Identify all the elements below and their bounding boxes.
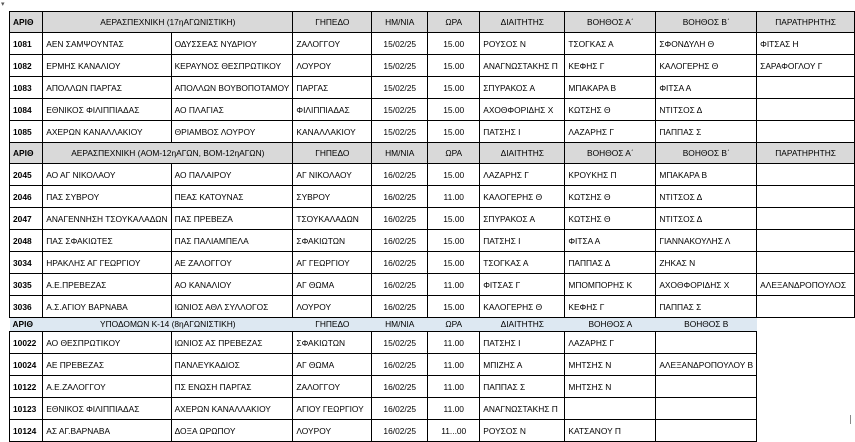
match-number-cell: 10124	[10, 420, 43, 442]
assistant-1-cell: ΜΗΤΣΗΣ Ν	[565, 376, 656, 398]
away-team-cell: ΑΧΕΡΩΝ ΚΑΝΑΛΛΑΚΙΟΥ	[171, 398, 293, 420]
kickoff-time-cell: 11.00	[428, 376, 480, 398]
table-row	[10, 332, 855, 354]
date-cell: 16/02/25	[372, 252, 428, 274]
venue-cell: ΦΙΛΙΠΠΙΑΔΑΣ	[293, 99, 372, 121]
referee-cell: ΠΑΤΣΗΣ Ι	[480, 121, 565, 143]
observer-cell: ΑΛΕΞΑΝΔΡΟΠΟΥΛΟΣ	[757, 274, 855, 296]
header-num: ΑΡΙΘ	[10, 12, 43, 33]
observer-cell: ΣΑΡΑΦΟΓΛΟΥ Γ	[757, 55, 855, 77]
match-number-cell: 1085	[10, 121, 43, 143]
match-number-cell: 2045	[10, 164, 43, 186]
empty-cell	[757, 376, 855, 398]
table-row	[10, 230, 855, 252]
date-cell: 15/02/25	[372, 332, 428, 354]
header-time: ΩΡΑ	[428, 318, 480, 332]
assistant-2-cell	[656, 420, 757, 442]
empty-cell	[757, 354, 855, 376]
away-team-cell: ΑΕ ΖΑΛΟΓΓΟΥ	[171, 252, 293, 274]
venue-cell: ΣΥΒΡΟΥ	[293, 186, 372, 208]
kickoff-time-cell: 15.00	[428, 121, 480, 143]
table-row	[10, 354, 855, 376]
away-team-cell: ΠΕΑΣ ΚΑΤΟΥΝΑΣ	[171, 186, 293, 208]
venue-cell: ΑΓΙΟΥ ΓΕΩΡΓΙΟΥ	[293, 398, 372, 420]
assistant-2-cell: ΖΗΚΑΣ Ν	[656, 252, 757, 274]
assistant-1-cell: ΜΠΑΚΑΡΑ Β	[565, 77, 656, 99]
assistant-2-cell	[656, 376, 757, 398]
assistant-2-cell: ΑΧΟΘΦΟΡΙΔΗΣ Χ	[656, 274, 757, 296]
table-row	[10, 33, 855, 55]
table-row	[10, 252, 855, 274]
date-cell: 15/02/25	[372, 33, 428, 55]
header-competition: ΥΠΟΔΟΜΩΝ Κ-14 (8ηΑΓΩΝΙΣΤΙΚΗ)	[43, 318, 293, 332]
home-team-cell: Α.Σ.ΑΓΙΟΥ ΒΑΡΝΑΒΑ	[43, 296, 171, 318]
assistant-2-cell	[656, 398, 757, 420]
date-cell: 16/02/25	[372, 398, 428, 420]
away-team-cell: ΑΟ ΠΛΑΓΙΑΣ	[171, 99, 293, 121]
observer-cell	[757, 164, 855, 186]
match-number-cell: 2046	[10, 186, 43, 208]
table-row	[10, 208, 855, 230]
observer-cell	[757, 121, 855, 143]
match-number-cell: 2047	[10, 208, 43, 230]
venue-cell: ΑΓ ΝΙΚΟΛΑΟΥ	[293, 164, 372, 186]
venue-cell: ΣΦΑΚΙΩΤΩΝ	[293, 332, 372, 354]
assistant-1-cell: ΠΑΠΠΑΣ Δ	[565, 252, 656, 274]
home-team-cell: ΑΠΟΛΛΩΝ ΠΑΡΓΑΣ	[43, 77, 171, 99]
header-date: ΗΜ/ΝΙΑ	[372, 318, 428, 332]
venue-cell: ΑΓ ΓΕΩΡΓΙΟΥ	[293, 252, 372, 274]
assistant-1-cell: ΤΣΟΓΚΑΣ Α	[565, 33, 656, 55]
section-2-rows	[10, 164, 855, 318]
match-number-cell: 3035	[10, 274, 43, 296]
match-number-cell: 10022	[10, 332, 43, 354]
home-team-cell: ΑΟ ΑΓ ΝΙΚΟΛΑΟΥ	[43, 164, 171, 186]
venue-cell: ΣΦΑΚΙΩΤΩΝ	[293, 230, 372, 252]
kickoff-time-cell: 15.00	[428, 230, 480, 252]
away-team-cell: ΚΕΡΑΥΝΟΣ ΘΕΣΠΡΩΤΙΚΟΥ	[171, 55, 293, 77]
venue-cell: ΛΟΥΡΟΥ	[293, 55, 372, 77]
kickoff-time-cell: 11...00	[428, 420, 480, 442]
header-assistant1: ΒΟΗΘΟΣ Α΄	[565, 143, 656, 164]
date-cell: 16/02/25	[372, 296, 428, 318]
venue-cell: ΖΑΛΟΓΓΟΥ	[293, 376, 372, 398]
match-number-cell: 1082	[10, 55, 43, 77]
section-header-adult-12th	[10, 143, 855, 164]
referee-cell: ΣΠΥΡΑΚΟΣ Α	[480, 77, 565, 99]
assistant-1-cell: ΦΙΤΣΑ Α	[565, 230, 656, 252]
assistant-1-cell: ΚΑΤΣΑΝΟΥ Π	[565, 420, 656, 442]
table-row	[10, 274, 855, 296]
assistant-1-cell: ΛΑΖΑΡΗΣ Γ	[565, 121, 656, 143]
venue-cell: ΤΣΟΥΚΑΛΑΔΩΝ	[293, 208, 372, 230]
observer-cell: ΦΙΤΣΑΣ Η	[757, 33, 855, 55]
home-team-cell: ΑΧΕΡΩΝ ΚΑΝΑΛΛΑΚΙΟΥ	[43, 121, 171, 143]
assistant-2-cell: ΚΑΛΟΓΕΡΗΣ Θ	[656, 55, 757, 77]
match-number-cell: 1081	[10, 33, 43, 55]
home-team-cell: ΠΑΣ ΣΦΑΚΙΩΤΕΣ	[43, 230, 171, 252]
empty-cell	[757, 332, 855, 354]
header-num: ΑΡΙΘ	[10, 318, 43, 332]
match-number-cell: 10123	[10, 398, 43, 420]
venue-cell: ΛΟΥΡΟΥ	[293, 420, 372, 442]
venue-cell: ΛΟΥΡΟΥ	[293, 296, 372, 318]
venue-cell: ΚΑΝΑΛΛΑΚΙΟΥ	[293, 121, 372, 143]
header-referee: ΔΙΑΙΤΗΤΗΣ	[480, 318, 565, 332]
assistant-1-cell: ΚΩΤΣΗΣ Θ	[565, 99, 656, 121]
assistant-2-cell: ΑΛΕΞΑΝΔΡΟΠΟΥΛΟΥ Β	[656, 354, 757, 376]
observer-cell	[757, 230, 855, 252]
referee-cell: ΠΑΤΣΗΣ Ι	[480, 332, 565, 354]
header-venue: ΓΗΠΕΔΟ	[293, 143, 372, 164]
assistant-1-cell	[565, 398, 656, 420]
assistant-2-cell	[656, 332, 757, 354]
date-cell: 16/02/25	[372, 376, 428, 398]
header-observer: ΠΑΡΑΤΗΡΗΤΗΣ	[757, 12, 855, 33]
referee-cell: ΡΟΥΣΟΣ Ν	[480, 33, 565, 55]
assistant-1-cell: ΚΩΤΣΗΣ Θ	[565, 186, 656, 208]
away-team-cell: ΘΡΙΑΜΒΟΣ ΛΟΥΡΟΥ	[171, 121, 293, 143]
kickoff-time-cell: 11.00	[428, 398, 480, 420]
kickoff-time-cell: 15.00	[428, 77, 480, 99]
away-team-cell: ΙΩΝΙΟΣ ΑΘΛ ΣΥΛΛΟΓΟΣ	[171, 296, 293, 318]
referee-cell: ΣΠΥΡΑΚΟΣ Α	[480, 208, 565, 230]
home-team-cell: ΑΣ ΑΓ.ΒΑΡΝΑΒΑ	[43, 420, 171, 442]
date-cell: 16/02/25	[372, 274, 428, 296]
header-assistant2: ΒΟΗΘΟΣ Β΄	[656, 143, 757, 164]
match-number-cell: 1084	[10, 99, 43, 121]
header-num: ΑΡΙΘ	[10, 143, 43, 164]
venue-cell: ΖΑΛΟΓΓΟΥ	[293, 33, 372, 55]
assistant-2-cell: ΝΤΙΤΣΟΣ Δ	[656, 99, 757, 121]
scroll-edge-marker	[850, 415, 854, 424]
kickoff-time-cell: 15.00	[428, 296, 480, 318]
venue-cell: ΠΑΡΓΑΣ	[293, 77, 372, 99]
empty-cell	[757, 420, 855, 442]
match-number-cell: 3034	[10, 252, 43, 274]
date-cell: 16/02/25	[372, 230, 428, 252]
referee-cell: ΠΑΠΠΑΣ Σ	[480, 376, 565, 398]
observer-cell	[757, 252, 855, 274]
date-cell: 16/02/25	[372, 208, 428, 230]
home-team-cell: Α.Ε.ΠΡΕΒΕΖΑΣ	[43, 274, 171, 296]
section-1-rows	[10, 33, 855, 143]
header-venue: ΓΗΠΕΔΟ	[293, 318, 372, 332]
referee-cell: ΠΑΤΣΗΣ Ι	[480, 230, 565, 252]
match-number-cell: 2048	[10, 230, 43, 252]
assistant-2-cell: ΝΤΙΤΣΟΣ Δ	[656, 186, 757, 208]
assistant-1-cell: ΜΗΤΣΗΣ Ν	[565, 354, 656, 376]
away-team-cell: ΑΟ ΚΑΝΑΛΙΟΥ	[171, 274, 293, 296]
kickoff-time-cell: 11.00	[428, 354, 480, 376]
date-cell: 16/02/25	[372, 164, 428, 186]
header-empty	[757, 318, 855, 332]
away-team-cell: ΙΩΝΙΟΣ ΑΣ ΠΡΕΒΕΖΑΣ	[171, 332, 293, 354]
home-team-cell: ΕΡΜΗΣ ΚΑΝΑΛΙΟΥ	[43, 55, 171, 77]
date-cell: 16/02/25	[372, 186, 428, 208]
table-row	[10, 420, 855, 442]
table-row	[10, 186, 855, 208]
header-assistant2: ΒΟΗΘΟΣ Β	[656, 318, 757, 332]
home-team-cell: Α.Ε.ΖΑΛΟΓΓΟΥ	[43, 376, 171, 398]
table-row	[10, 55, 855, 77]
table-row	[10, 296, 855, 318]
home-team-cell: ΑΝΑΓΕΝΝΗΣΗ ΤΣΟΥΚΑΛΑΔΩΝ	[43, 208, 171, 230]
assistant-1-cell: ΚΡΟΥΚΗΣ Π	[565, 164, 656, 186]
assistant-1-cell: ΜΠΟΜΠΟΡΗΣ Κ	[565, 274, 656, 296]
away-team-cell: ΠΑΣ ΠΡΕΒΕΖΑ	[171, 208, 293, 230]
kickoff-time-cell: 15.00	[428, 99, 480, 121]
kickoff-time-cell: 11.00	[428, 274, 480, 296]
fixtures-table	[9, 11, 855, 442]
away-team-cell: ΑΟ ΠΑΛΑΙΡΟΥ	[171, 164, 293, 186]
table-row	[10, 164, 855, 186]
referee-cell: ΡΟΥΣΟΣ Ν	[480, 420, 565, 442]
date-cell: 15/02/25	[372, 77, 428, 99]
match-number-cell: 1083	[10, 77, 43, 99]
away-team-cell: ΔΟΞΑ ΩΡΩΠΟΥ	[171, 420, 293, 442]
header-competition: ΑΕΡΑΣΠΕΧΝΙΚΗ (ΑΟΜ-12ηΑΓΩΝ, ΒΟΜ-12ηΑΓΩΝ)	[43, 143, 293, 164]
referee-cell: ΚΑΛΟΓΕΡΗΣ Θ	[480, 186, 565, 208]
header-competition: ΑΕΡΑΣΠΕΧΝΙΚΗ (17ηΑΓΩΝΙΣΤΙΚΗ)	[43, 12, 293, 33]
header-referee: ΔΙΑΙΤΗΤΗΣ	[480, 143, 565, 164]
observer-cell	[757, 208, 855, 230]
table-row	[10, 398, 855, 420]
header-assistant1: ΒΟΗΘΟΣ Α΄	[565, 12, 656, 33]
header-venue: ΓΗΠΕΔΟ	[293, 12, 372, 33]
header-assistant2: ΒΟΗΘΟΣ Β΄	[656, 12, 757, 33]
kickoff-time-cell: 15.00	[428, 55, 480, 77]
referee-cell: ΜΠΙΖΗΣ Α	[480, 354, 565, 376]
header-time: ΩΡΑ	[428, 12, 480, 33]
referee-cell: ΤΣΟΓΚΑΣ Α	[480, 252, 565, 274]
table-row	[10, 121, 855, 143]
section-header-adult-17th	[10, 12, 855, 33]
date-cell: 16/02/25	[372, 420, 428, 442]
away-team-cell: ΠΣ ΕΝΩΣΗ ΠΑΡΓΑΣ	[171, 376, 293, 398]
header-observer: ΠΑΡΑΤΗΡΗΤΗΣ	[757, 143, 855, 164]
header-time: ΩΡΑ	[428, 143, 480, 164]
home-team-cell: ΑΕ ΠΡΕΒΕΖΑΣ	[43, 354, 171, 376]
venue-cell: ΑΓ ΘΩΜΑ	[293, 354, 372, 376]
observer-cell	[757, 186, 855, 208]
away-team-cell: ΠΑΣ ΠΑΛΙΑΜΠΕΛΑ	[171, 230, 293, 252]
referee-cell: ΛΑΖΑΡΗΣ Γ	[480, 164, 565, 186]
away-team-cell: ΠΑΝΛΕΥΚΑΔΙΟΣ	[171, 354, 293, 376]
referee-cell: ΑΧΟΘΦΟΡΙΔΗΣ Χ	[480, 99, 565, 121]
observer-cell	[757, 77, 855, 99]
assistant-2-cell: ΣΦΟΝΔΥΛΗ Θ	[656, 33, 757, 55]
observer-cell	[757, 296, 855, 318]
header-assistant1: ΒΟΗΘΟΣ Α	[565, 318, 656, 332]
assistant-2-cell: ΠΑΠΠΑΣ Σ	[656, 296, 757, 318]
home-team-cell: ΕΘΝΙΚΟΣ ΦΙΛΙΠΠΙΑΔΑΣ	[43, 398, 171, 420]
match-number-cell: 10122	[10, 376, 43, 398]
match-number-cell: 3036	[10, 296, 43, 318]
kickoff-time-cell: 15.00	[428, 164, 480, 186]
assistant-1-cell: ΚΕΦΗΣ Γ	[565, 55, 656, 77]
assistant-2-cell: ΠΑΠΠΑΣ Σ	[656, 121, 757, 143]
kickoff-time-cell: 11.00	[428, 186, 480, 208]
assistant-2-cell: ΝΤΙΤΣΟΣ Δ	[656, 208, 757, 230]
away-team-cell: ΑΠΟΛΛΩΝ ΒΟΥΒΟΠΟΤΑΜΟΥ	[171, 77, 293, 99]
assistant-1-cell: ΚΕΦΗΣ Γ	[565, 296, 656, 318]
home-team-cell: ΠΑΣ ΣΥΒΡΟΥ	[43, 186, 171, 208]
date-cell: 15/02/25	[372, 99, 428, 121]
header-referee: ΔΙΑΙΤΗΤΗΣ	[480, 12, 565, 33]
date-cell: 16/02/25	[372, 354, 428, 376]
section-3-rows	[10, 332, 855, 442]
kickoff-time-cell: 15.00	[428, 208, 480, 230]
header-date: ΗΜ/ΝΙΑ	[372, 12, 428, 33]
assistant-2-cell: ΓΙΑΝΝΑΚΟΥΛΗΣ Λ	[656, 230, 757, 252]
date-cell: 15/02/25	[372, 121, 428, 143]
header-date: ΗΜ/ΝΙΑ	[372, 143, 428, 164]
assistant-2-cell: ΜΠΑΚΑΡΑ Β	[656, 164, 757, 186]
date-cell: 15/02/25	[372, 55, 428, 77]
kickoff-time-cell: 11.00	[428, 332, 480, 354]
home-team-cell: ΑΕΝ ΣΑΜΨΟΥΝΤΑΣ	[43, 33, 171, 55]
referee-cell: ΦΙΤΣΑΣ Γ	[480, 274, 565, 296]
assistant-1-cell: ΛΑΖΑΡΗΣ Γ	[565, 332, 656, 354]
assistant-2-cell: ΦΙΤΣΑ Α	[656, 77, 757, 99]
kickoff-time-cell: 15.00	[428, 33, 480, 55]
referee-cell: ΚΑΛΟΓΕΡΗΣ Θ	[480, 296, 565, 318]
table-row	[10, 376, 855, 398]
assistant-1-cell: ΚΩΤΣΗΣ Θ	[565, 208, 656, 230]
match-number-cell: 10024	[10, 354, 43, 376]
empty-cell	[757, 398, 855, 420]
referee-cell: ΑΝΑΓΝΩΣΤΑΚΗΣ Π	[480, 398, 565, 420]
sheet-corner-marker: ▾	[1, 1, 5, 8]
table-row	[10, 77, 855, 99]
home-team-cell: ΑΟ ΘΕΣΠΡΩΤΙΚΟΥ	[43, 332, 171, 354]
kickoff-time-cell: 15.00	[428, 252, 480, 274]
venue-cell: ΑΓ ΘΩΜΑ	[293, 274, 372, 296]
away-team-cell: ΟΔΥΣΣΕΑΣ ΝΥΔΡΙΟΥ	[171, 33, 293, 55]
table-row	[10, 99, 855, 121]
observer-cell	[757, 99, 855, 121]
home-team-cell: ΕΘΝΙΚΟΣ ΦΙΛΙΠΠΙΑΔΑΣ	[43, 99, 171, 121]
home-team-cell: ΗΡΑΚΛΗΣ ΑΓ ΓΕΩΡΓΙΟΥ	[43, 252, 171, 274]
referee-cell: ΑΝΑΓΝΩΣΤΑΚΗΣ Π	[480, 55, 565, 77]
section-header-u14-8th	[10, 318, 855, 332]
